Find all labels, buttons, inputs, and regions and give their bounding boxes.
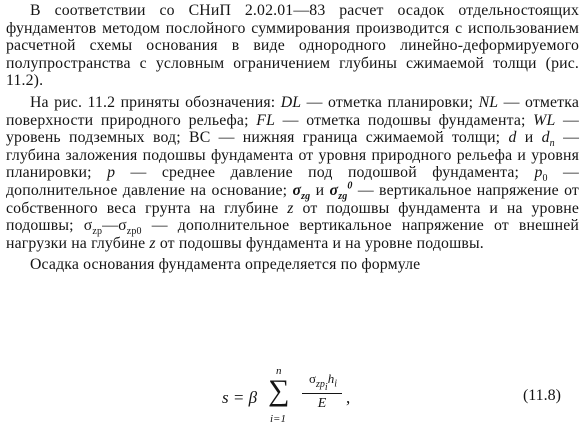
fraction-bar [302, 393, 342, 394]
summation-upper-limit: n [276, 365, 282, 377]
numerator-sub-i: i [324, 381, 328, 393]
fraction-denominator: E [317, 396, 327, 411]
numerator-h: h [327, 371, 335, 386]
symbol-dl: DL [280, 93, 302, 111]
symbol-z-2: z [149, 234, 156, 252]
fraction-numerator [300, 371, 346, 393]
formula-11-8 [0, 363, 573, 435]
symbol-p: p [107, 164, 116, 182]
symbol-sigma-zg: σ [292, 181, 302, 199]
symbol-z-1: z [287, 199, 294, 217]
symbol-fl: FL [256, 111, 276, 129]
notation-intro: На рис. 11.2 приняты обозначения: [30, 93, 281, 111]
paragraph-snip-calculation: В соответствии со СНиП 2.02.01—83 расчет осадок отдельностоящих фундаментов методом послойного суммирования производится с использованием расчетной схемы основания в виде однородного линейно-деформируемого полупространства с условным ограничением глубины сжимаемой толщи (рис. 11.2). [6, 2, 579, 90]
text-nl-desc: — отметка поверхности природного рельефа; [6, 93, 579, 129]
symbol-bc: BC [189, 129, 211, 147]
summation-sign: ∑ [268, 374, 290, 407]
text-szp-desc: — дополнительное вертикальное напряжение от внешней нагрузки на глубине [6, 217, 579, 252]
text-p0-desc: — дополнительное давление на основание; [6, 164, 579, 199]
text-bc-desc: — нижняя граница сжимаемой толщи; [210, 129, 509, 147]
text-szp-desc-2: от подошвы фундамента и на уровне подошвы. [155, 234, 484, 252]
text-szg-desc: — вертикальное напряжение от собственного веса грунта на глубине [6, 181, 579, 217]
symbol-sigma-zg0-superscript: 0 [347, 180, 353, 192]
symbol-sigma-zp-subscript: zp [92, 226, 103, 238]
text-p-desc: — среднее давление под подошвой фундамента; [115, 164, 535, 182]
text-wl-desc: — уровень подземных вод; [6, 111, 579, 147]
symbol-dash: — [102, 217, 119, 235]
numerator-sigma-subscript [316, 378, 328, 393]
symbol-wl: WL [533, 111, 556, 129]
symbol-p0: p [534, 164, 543, 182]
fraction [300, 371, 346, 417]
symbol-dn-subscript: n [549, 138, 555, 150]
symbol-sigma-zp0-subscript: zp0 [126, 226, 142, 238]
summation-lower-limit: i=1 [270, 413, 286, 425]
symbol-sigma-zg-subscript: zg [301, 191, 311, 203]
symbol-sigma-zp: σ [83, 217, 93, 235]
text-and-1: и [516, 129, 542, 147]
paragraph-formula-intro: Осадка основания фундамента определяется по формуле [30, 256, 421, 274]
text-dl-desc: — отметка планировки; [301, 93, 479, 111]
text-depth-desc: — глубина заложения подошвы фундамента от уровня природного рельефа и уровня планировки; [6, 129, 580, 182]
symbol-dn: d [541, 129, 550, 147]
paragraph-notation [6, 94, 579, 252]
symbol-p0-subscript: 0 [542, 173, 548, 185]
text-fl-desc: — отметка подошвы фундамента; [275, 111, 534, 129]
text-and-2: и [310, 181, 330, 199]
symbol-sigma-zg0-subscript: zg [338, 191, 348, 203]
symbol-sigma-zp0: σ [118, 217, 127, 235]
numerator-h-subscript: i [334, 378, 337, 390]
formula-comma: , [346, 388, 351, 407]
numerator-sigma: σ [309, 371, 317, 386]
summation [266, 363, 296, 435]
symbol-sigma-zg0: σ [329, 181, 339, 199]
symbol-nl: NL [478, 93, 499, 111]
equation-number: (11.8) [522, 387, 561, 404]
document-page [6, 0, 579, 274]
text-szg-desc-2: от подошвы фундамента и на уровне подошвы; [6, 199, 580, 235]
formula-lhs: s = β [222, 388, 258, 407]
symbol-d: d [508, 129, 517, 147]
numerator-sub-zp: zp [316, 378, 325, 390]
